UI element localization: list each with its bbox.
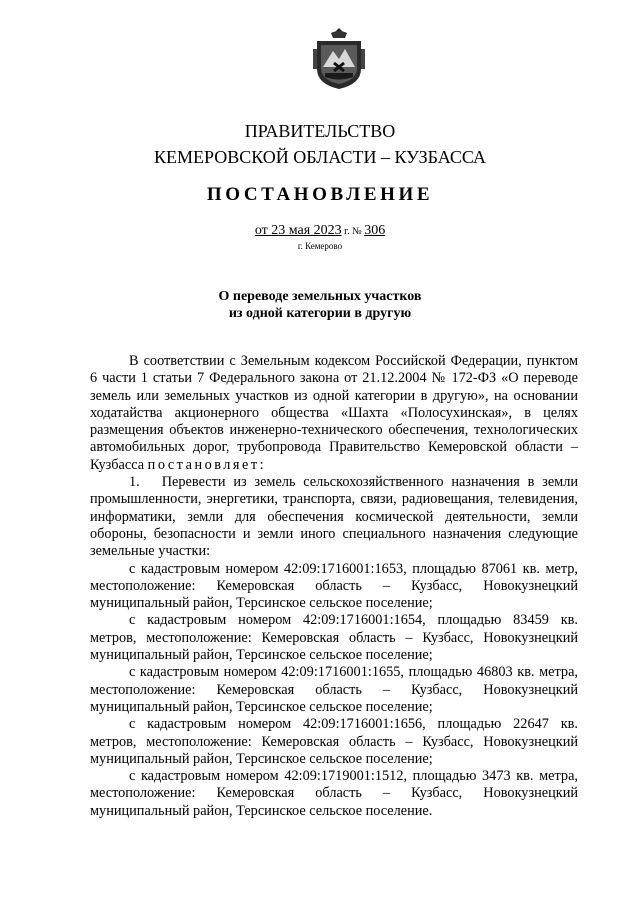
document-type-title: ПОСТАНОВЛЕНИЕ (206, 184, 434, 205)
parcel-paragraph: с кадастровым номером 42:09:1716001:1656, площадью 22647 кв. метров, местоположение: Кемеровская область – Кузбасс, Новокузнецкий муниципальный район, Терсинское сельское поселение; (90, 716, 578, 767)
document-date: 23 мая 2023 (271, 223, 342, 238)
subject-line-2: из одной категории в другую (228, 306, 412, 321)
item-1-text: Перевести из земель сельскохозяйственного назначения в земли промышленности, энергетики, транспорта, связи, радиовещания, телевидения, информатики, земли для обеспечения космической деятельности, земли обороны, безопасности и земли иного специального назначения следующие земельные участки: (90, 474, 578, 560)
preamble-paragraph (90, 353, 578, 474)
parcel-paragraph: с кадастровым номером 42:09:1719001:1512, площадью 3473 кв. метра, местоположение: Кемеровская область – Кузбасс, Новокузнецкий муниципальный район, Терсинское сельское поселение. (90, 768, 578, 819)
document-number: 306 (364, 223, 386, 238)
city-label: г. Кемерово (297, 241, 343, 251)
parcel-paragraph: с кадастровым номером 42:09:1716001:1654, площадью 83459 кв. метров, местоположение: Кемеровская область – Кузбасс, Новокузнецкий муниципальный район, Терсинское сельское поселение; (90, 612, 578, 664)
coat-of-arms-icon (312, 27, 366, 90)
parcel-paragraph: с кадастровым номером 42:09:1716001:1655, площадью 46803 кв. метра, местоположение: Кемеровская область – Кузбасс, Новокузнецкий муниципальный район, Терсинское сельское поселение; (90, 664, 578, 715)
date-suffix: г. № (341, 226, 365, 237)
subject-line-1: О переводе земельных участков (218, 289, 422, 304)
document-body (90, 353, 578, 820)
item-1-paragraph (90, 474, 578, 560)
date-prefix: от (254, 223, 272, 238)
date-number-line (0, 223, 640, 239)
government-line-1: ПРАВИТЕЛЬСТВО (244, 121, 396, 141)
preamble-text: В соответствии с Земельным кодексом Российской Федерации, пунктом 6 части 1 статьи 7 Федерального закона от 21.12.2004 № 172-ФЗ «О переводе земель или земельных участков из одной категории в другую», на основании ходатайства акционерного общества «Шахта «Полосухинская», в целях размещения объектов инженерно-технического обеспечения, технологических автомобильных дорог, трубопровода Правительство Кемеровской области – Кузбасса (90, 353, 578, 473)
government-line-2: КЕМЕРОВСКОЙ ОБЛАСТИ – КУЗБАССА (154, 147, 486, 167)
parcel-paragraph: с кадастровым номером 42:09:1716001:1653, площадью 87061 кв. метр, местоположение: Кемеровская область – Кузбасс, Новокузнецкий муниципальный район, Терсинское сельское поселение; (90, 560, 578, 612)
resolves-word: постановляет: (147, 456, 267, 473)
item-1-number: 1. (129, 474, 140, 491)
